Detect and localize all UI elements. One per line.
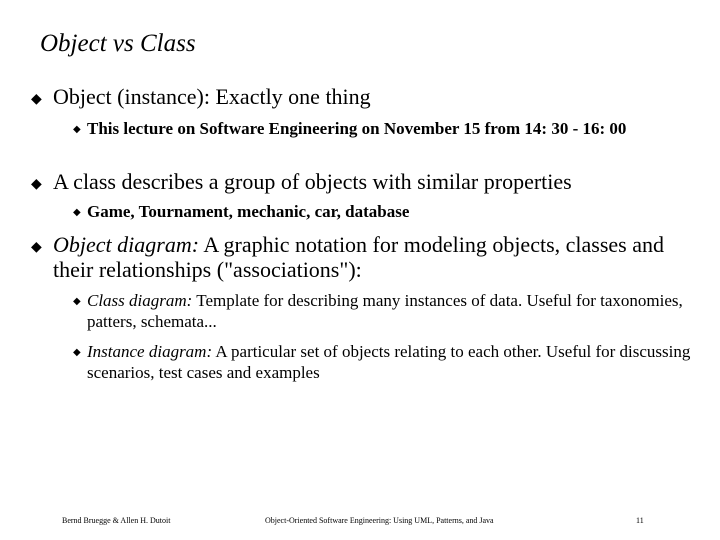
slide-title: Object vs Class bbox=[40, 30, 196, 57]
sub-bullet-term: Class diagram: bbox=[87, 291, 193, 310]
sub-bullet-text: This lecture on Software Engineering on November 15 from 14: 30 - 16: 00 bbox=[87, 119, 627, 138]
sub-bullet-instance-diagram bbox=[73, 341, 697, 383]
bullet-object bbox=[31, 84, 693, 109]
small-diamond-bullet-icon: ◆ bbox=[73, 207, 81, 218]
bullet-text: A class describes a group of objects with similar properties bbox=[53, 169, 572, 194]
bullet-text: Object (instance): Exactly one thing bbox=[53, 84, 371, 109]
sub-bullet-class-diagram bbox=[73, 290, 697, 332]
sub-bullet-term: Instance diagram: bbox=[87, 342, 213, 361]
sub-bullet-text: Template for describing many instances of data. Useful for taxonomies, patters, schemata... bbox=[87, 291, 683, 331]
footer-page-number: 11 bbox=[636, 516, 644, 525]
bullet-object-diagram bbox=[31, 232, 693, 282]
small-diamond-bullet-icon: ◆ bbox=[73, 124, 81, 135]
footer-book-title: Object-Oriented Software Engineering: Using UML, Patterns, and Java bbox=[265, 516, 494, 525]
sub-bullet-text: Game, Tournament, mechanic, car, database bbox=[87, 202, 410, 221]
small-diamond-bullet-icon: ◆ bbox=[73, 347, 81, 358]
bullet-term: Object diagram: bbox=[53, 232, 200, 257]
bullet-class bbox=[31, 169, 693, 194]
sub-bullet-examples bbox=[73, 201, 687, 222]
bullet-text: A graphic notation for modeling objects, classes and their relationships ("associations"): bbox=[53, 232, 664, 282]
footer-authors: Bernd Bruegge & Allen H. Dutoit bbox=[62, 516, 171, 525]
diamond-bullet-icon: ◆ bbox=[31, 92, 42, 107]
sub-bullet-lecture bbox=[73, 118, 687, 139]
sub-bullet-text: A particular set of objects relating to each other. Useful for discussing scenarios, test cases and examples bbox=[87, 342, 691, 382]
diamond-bullet-icon: ◆ bbox=[31, 240, 42, 255]
diamond-bullet-icon: ◆ bbox=[31, 177, 42, 192]
small-diamond-bullet-icon: ◆ bbox=[73, 296, 81, 307]
